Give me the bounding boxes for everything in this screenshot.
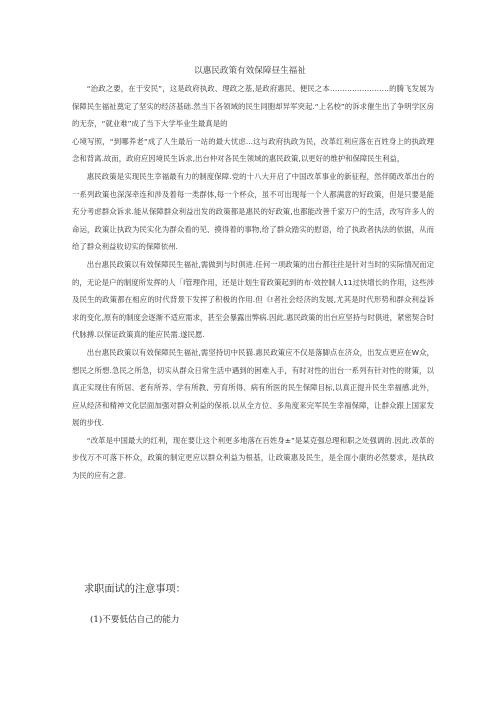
document-title: 以惠民政策有效保障昼生福祉	[194, 66, 306, 76]
paragraph-4: 出台惠民政策以有效保障民生福祉,需做到与时俱进.任何一项政策的出台都往往是针对当时的实际情况而定的，无论是户的制度所发挥的人「l管理作用，还是计划生育政策起到的布·效控制人11过快增长的作用，这些涉及民生的政策都在相应的时代背景下发挥了积极的作用.但《!者社会经济的发展,尤其是时代形势和群众利益诉求的变化,原有的制度会逐渐不适应需求，甚至会暴露出弊病.因此.惠民政策的出台应坚持与时俱进，紧密契合时代脉搏.以保证政策真的能应民需.遂民愿.	[72, 259, 434, 340]
paragraph-3: 惠民政策是实现民生幸福最有力的制度保障.党的十八大开启了中国改革事业的新征程，然伴随改革出台的一系列政策也深深牵连和涉及着每一类群体,每一个杯众，虽不可出现每一个人都满意的好政策，但是只要是能充分考虑群众诉求.能从保障群众利益出发的政策都是惠民的好政策,也都能改善千家万户的生活，改写许多人的命运，政策让执政为民实化为群众看的见、摸得着的事物,给了群众踏实的慰语，给了执政者执法的依据，从而给了群众利益收切实的保障依州.	[72, 171, 434, 252]
paragraph-5: 出台惠民政策以有效保障民生福祉,需坚持切中民猫.惠民政策应不仅是落脚点在济众，出发点更应在W众，想民之所想.急民之所急，切实从群众日常生活中遇到的困难入手，有时对性的出台一系列有针对性的财策，以真正实现住有所居、老有所养、学有所教、劳育所得、病有所医的民生保障目标,以真正提升民生幸福感.此外，应从经济和精神文化层面加强对群众利益的保祇.以从全方位、多角度来完军民生幸福保障，让群众跟上国家发展的步伐.	[72, 347, 434, 428]
paragraph-1: “治政之要，在于安民”，这是政府执政、理政之基,是政府惠民、便民之本……………………的腾飞发展为保障民生福祉奠定了坚实的经济基础.然当下各领域的民生同胞却异军突起.“上名校”的诉求催生出了争明学区房的无奈，“就业难”成了当下大学毕业生最真是的	[72, 84, 434, 129]
paragraph-2: 心境写照，“到哪养老”成了人生最后一站的最大忧虑...这与政府执政为民，改革红利应落在百姓身上的执政理念和背离.故而，政府应因境民生诉求,出台仲对各民生领域的惠民政策,以更好的维护和保障民生利益，	[72, 136, 434, 164]
note-item-1: (1)不要低估自己的能力	[90, 615, 180, 625]
paragraph-6: “改革是中国最大的红利，现在要让这个利更多地落在百姓身±”是某克强总理和职之处强调的.因此.改革的步伐万不可落下杯众，政策的制定更应以群众利益为根基，让政策惠及民生，是全面小康的必然要求，是执政为民的应有之意.	[72, 435, 434, 481]
document-body	[72, 80, 434, 485]
notes-heading: 求职面试的注意事项：	[84, 584, 186, 595]
